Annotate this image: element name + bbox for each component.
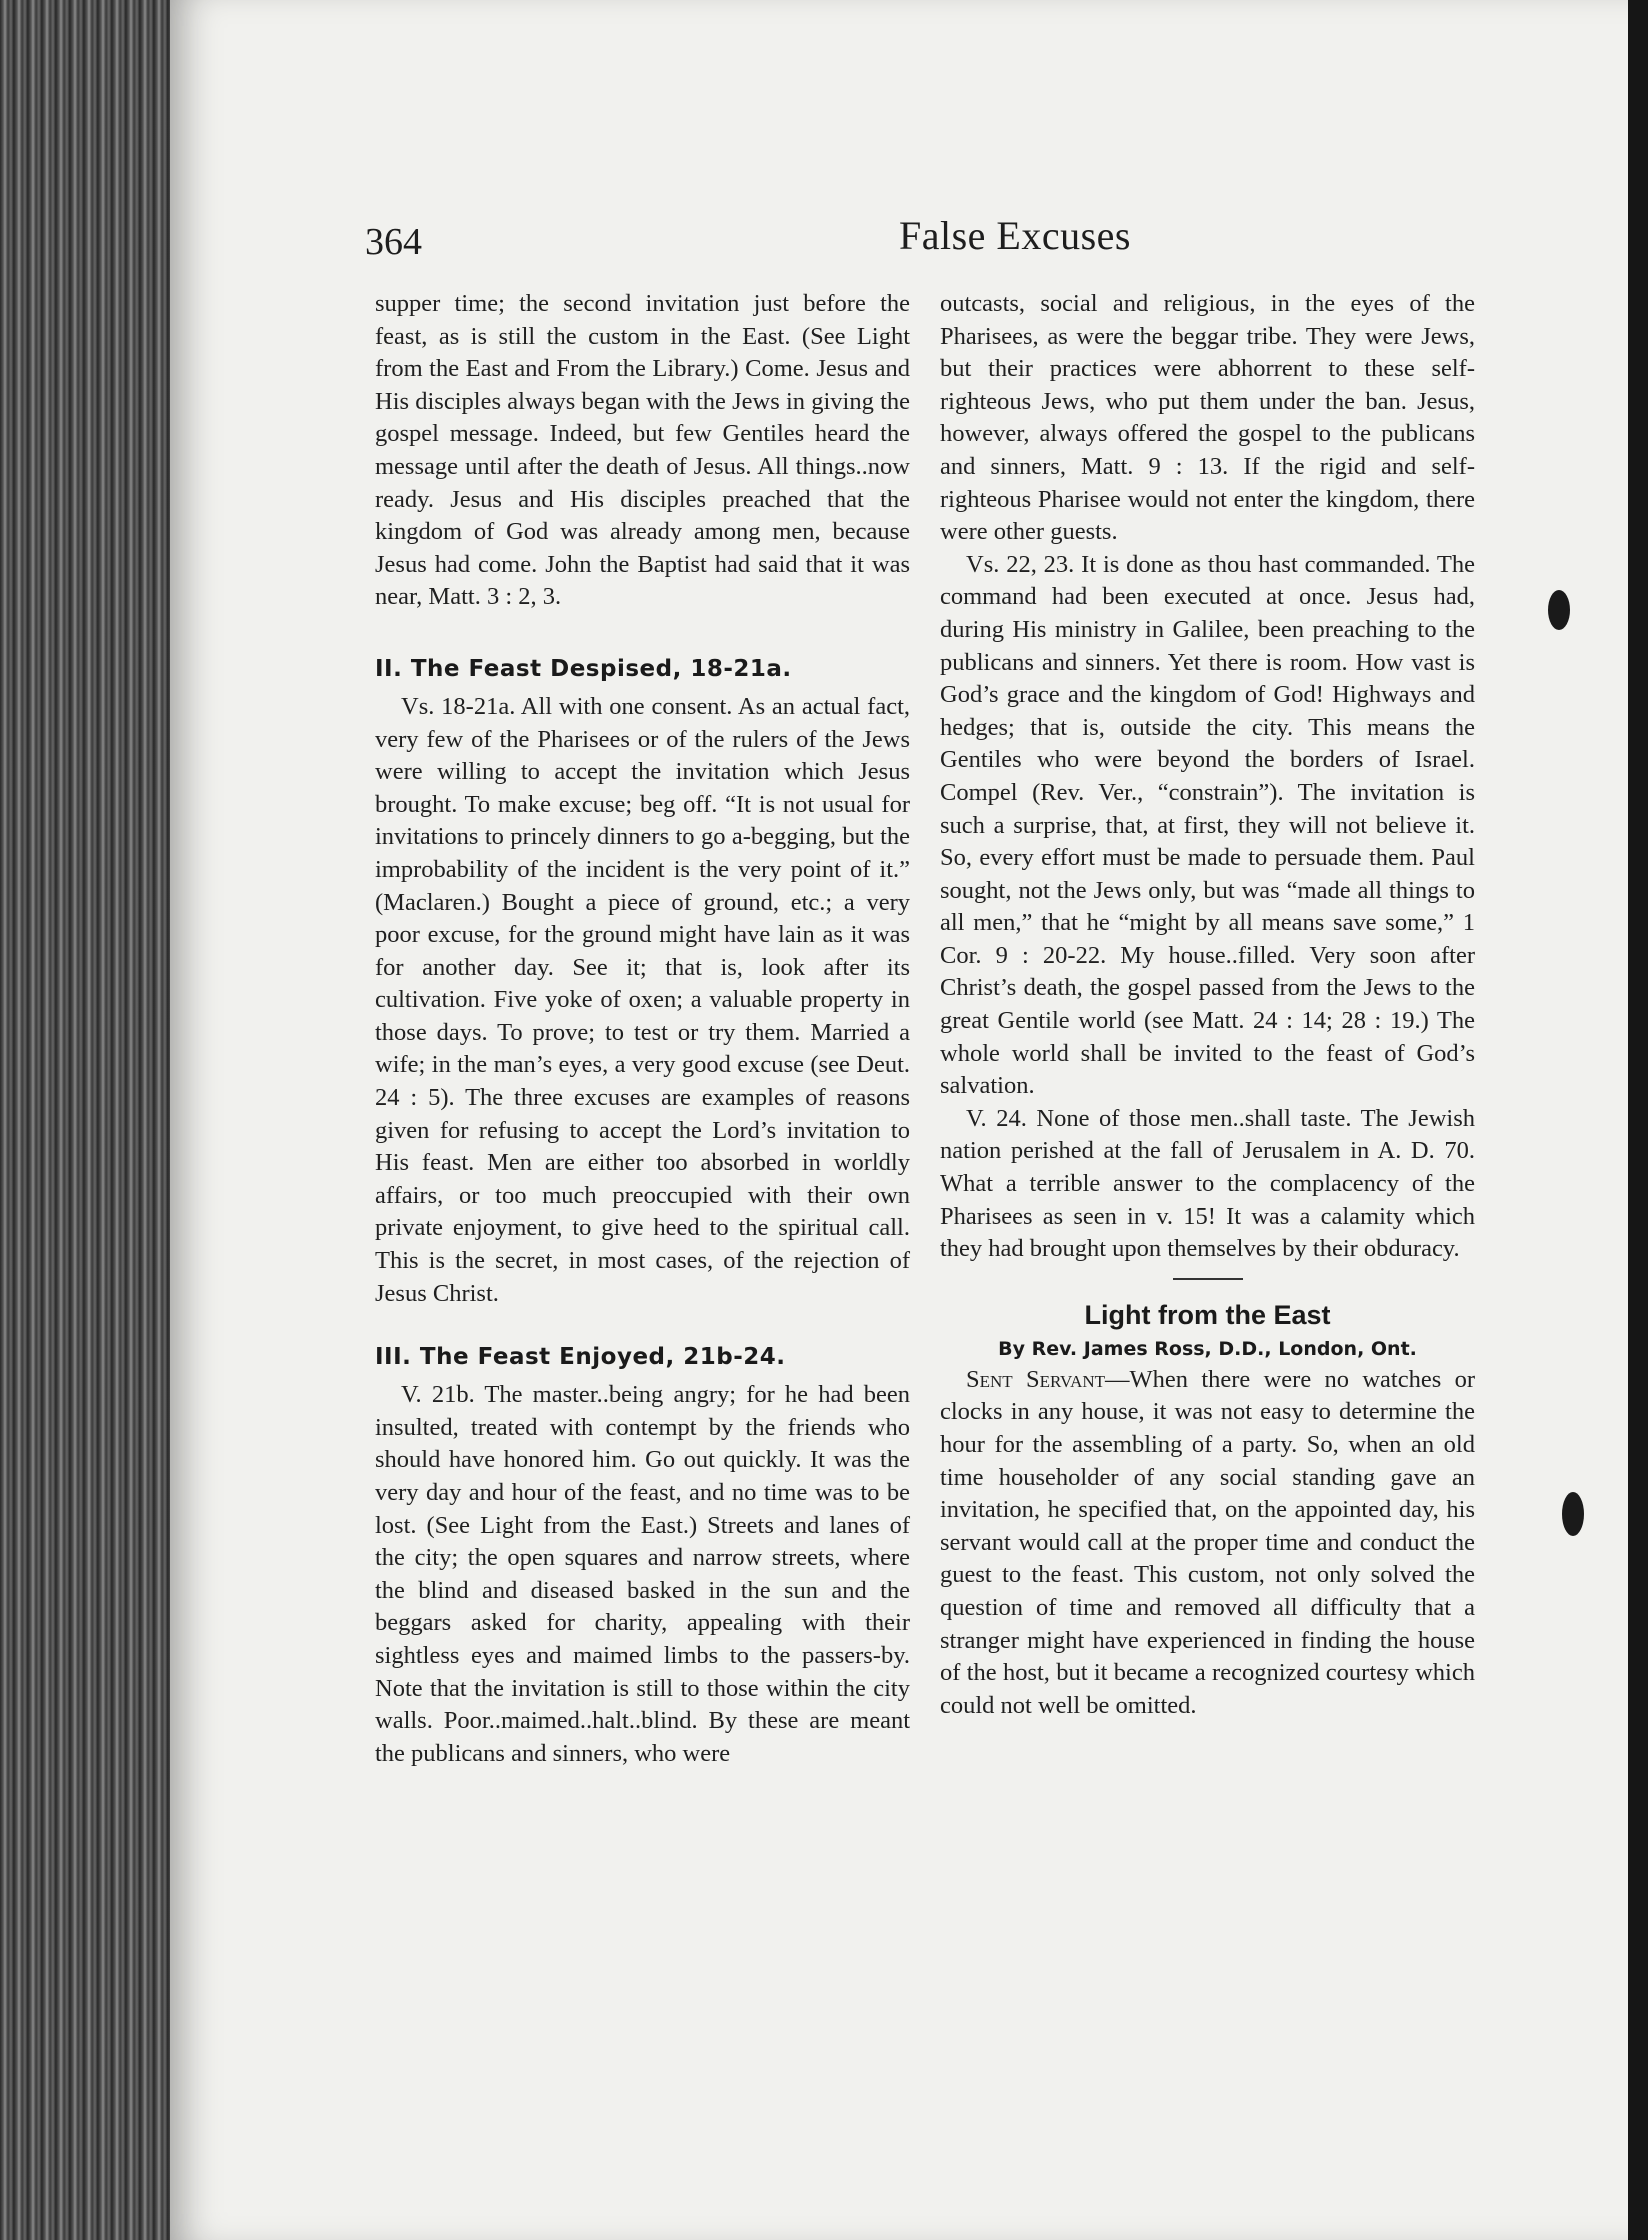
running-title: False Excuses: [898, 213, 1131, 258]
section-heading-feast-enjoyed: III. The Feast Enjoyed, 21b-24.: [375, 1344, 786, 1371]
paragraph: [940, 1364, 1475, 1723]
paragraph: supper time; the second invitation just before the feast, as is still the custom in the East. (See Light from the East and From the Library.) Come. Jesus and His disciples always began with the Jews in giving the gospel message. Indeed, but few Gentiles heard the message until after the death of Jesus. All things..now ready. Jesus and His disciples preached that the kingdom of God was already among men, because Jesus had come. John the Baptist had said that it was near, Matt. 3 : 2, 3.: [375, 290, 910, 611]
book-page-edges: [0, 0, 180, 2240]
paragraph: V. 21b. The master..being angry; for he had been insulted, treated with contempt by the friends who should have honored him. Go out quickly. It was the very day and hour of the feast, and no time was to be lost. (See Light from the East.) Streets and lanes of the city; the open squares and narrow streets, where the blind and diseased basked in the sun and the beggars asked for charity, appealing with their sightless eyes and maimed limbs to the passers-by. Note that the invitation is still to those within the city walls. Poor..maimed..halt..blind. By these are meant the publicans and sinners, who were: [375, 1381, 910, 1767]
paragraph: Vs. 18-21a. All with one consent. As an actual fact, very few of the Pharisees or of the rulers of the Jews were willing to accept the invitation which Jesus brought. To make excuse; beg off. “It is not usual for invitations to princely dinners to go a-begging, but the improbability of the incident is the very point of it.” (Maclaren.) Bought a piece of ground, etc.; a very poor excuse, for the ground might have lain as it was for another day. See it; that is, look after its cultivation. Five yoke of oxen; a valuable property in those days. To prove; to test or try them. Married a wife; in the man’s eyes, a very good excuse (see Deut. 24 : 5). The three excuses are examples of reasons given for refusing to accept the Lord’s invitation to His feast. Men are either too absorbed in worldly affairs, or too much preoccupied with their own private enjoyment, to give heed to the spiritual call. This is the secret, in most cases, of the rejection of Jesus Christ.: [375, 692, 910, 1307]
left-column: [375, 288, 910, 1770]
lead-in: Sent Servant: [966, 1365, 1106, 1393]
paragraph: outcasts, social and religious, in the eyes of the Pharisees, as were the beggar tribe. They were Jews, but their practices were abhorrent to these self-righteous Jews, who put them under the ban. Jesus, however, always offered the gospel to the publicans and sinners, Matt. 9 : 13. If the rigid and self-righteous Pharisee would not enter the kingdom, there were other guests.: [940, 290, 1475, 546]
page-number: 364: [365, 221, 422, 263]
section-heading-feast-despised: II. The Feast Despised, 18-21a.: [375, 655, 792, 682]
paragraph: Vs. 22, 23. It is done as thou hast commanded. The command had been executed at once. Jesus had, during His ministry in Galilee, been preaching to the publicans and sinners. Yet there is room. How vast is God’s grace and the kingdom of God! Highways and hedges; that is, outside the city. This means the Gentiles who were beyond the borders of Israel. Compel (Rev. Ver., “constrain”). The invitation is such a surprise, that, at first, they will not believe it. So, every effort must be made to persuade them. Paul sought, not the Jews only, but was “made all things to all men,” that he “might by all means save some,” 1 Cor. 9 : 20-22. My house..filled. Very soon after Christ’s death, the gospel passed from the Jews to the great Gentile world (see Matt. 24 : 14; 28 : 19.) The whole world shall be invited to the feast of God’s salvation.: [940, 550, 1475, 1100]
subsection-title: Light from the East: [1084, 1299, 1331, 1330]
binding-hole-top: [1548, 590, 1570, 630]
author-byline: By Rev. James Ross, D.D., London, Ont.: [998, 1337, 1417, 1360]
paragraph: V. 24. None of those men..shall taste. The Jewish nation perished at the fall of Jerusalem in A. D. 70. What a terrible answer to the complacency of the Pharisees as seen in v. 15! It was a calamity which they had brought upon themselves by their obduracy.: [940, 1104, 1475, 1263]
binding-hole-bottom: [1562, 1492, 1584, 1536]
paragraph-body: —When there were no watches or clocks in any house, it was not easy to determine the hour for the assembling of a party. So, when an old time householder of any social standing gave an invitation, he specified that, on the appointed day, his servant would call at the proper time and conduct the guest to the feast. This custom, not only solved the question of time and removed all difficulty that a stranger might have experienced in finding the house of the host, but it became a recognized courtesy which could not well be omitted.: [940, 1365, 1475, 1719]
scan-right-edge: [1628, 0, 1648, 2240]
page-header: [365, 212, 1500, 272]
section-divider: [1173, 1278, 1243, 1280]
right-column: [940, 288, 1475, 1722]
